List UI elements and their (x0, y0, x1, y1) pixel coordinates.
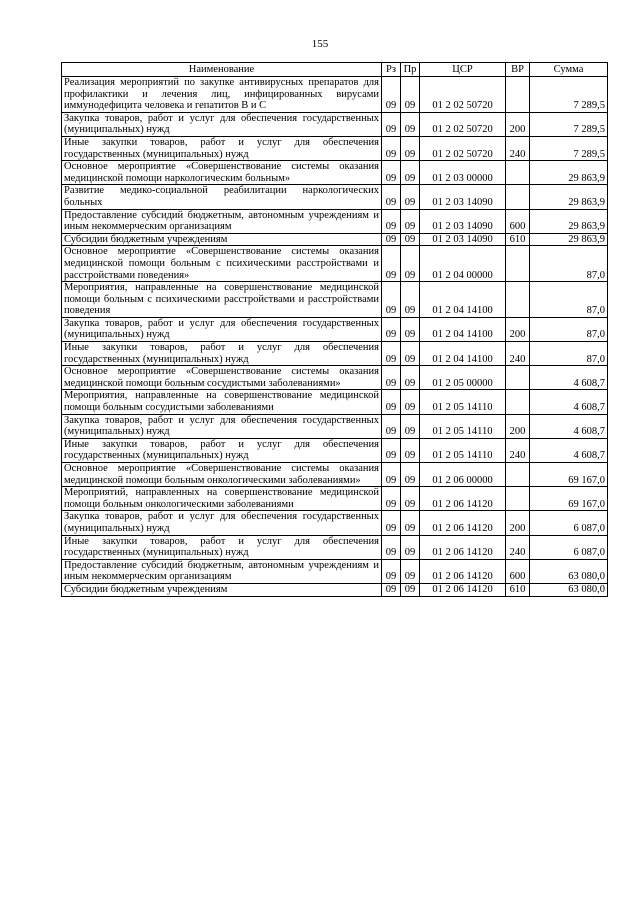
row-vr (506, 390, 530, 414)
table-row (62, 209, 608, 233)
row-rz: 09 (382, 487, 401, 511)
row-csr: 01 2 05 14110 (420, 438, 506, 462)
header-rz: Рз (382, 63, 401, 77)
row-vr (506, 77, 530, 113)
row-sum: 69 167,0 (530, 463, 608, 487)
row-name: Субсидии бюджетным учреждениям (62, 583, 382, 596)
row-rz: 09 (382, 282, 401, 318)
table-row (62, 511, 608, 535)
row-rz: 09 (382, 342, 401, 366)
row-rz: 09 (382, 438, 401, 462)
row-rz: 09 (382, 161, 401, 185)
row-vr (506, 185, 530, 209)
row-csr: 01 2 02 50720 (420, 112, 506, 136)
row-vr: 610 (506, 583, 530, 596)
table-row (62, 342, 608, 366)
row-name: Закупка товаров, работ и услуг для обеспечения государственных (муниципальных) нужд (62, 317, 382, 341)
header-pr: Пр (401, 63, 420, 77)
row-pr: 09 (401, 112, 420, 136)
row-csr: 01 2 06 14120 (420, 487, 506, 511)
row-vr: 240 (506, 438, 530, 462)
header-name: Наименование (62, 63, 382, 77)
row-rz: 09 (382, 233, 401, 246)
table-header-row (62, 63, 608, 77)
row-rz: 09 (382, 463, 401, 487)
row-pr: 09 (401, 77, 420, 113)
row-pr: 09 (401, 233, 420, 246)
row-csr: 01 2 04 00000 (420, 246, 506, 282)
row-rz: 09 (382, 317, 401, 341)
row-pr: 09 (401, 317, 420, 341)
row-rz: 09 (382, 209, 401, 233)
row-vr (506, 282, 530, 318)
row-sum: 4 608,7 (530, 366, 608, 390)
row-name: Субсидии бюджетным учреждениям (62, 233, 382, 246)
table-row (62, 282, 608, 318)
row-vr: 240 (506, 342, 530, 366)
row-rz: 09 (382, 185, 401, 209)
row-name: Основное мероприятие «Совершенствование системы оказания медицинской помощи больным сосудистыми заболеваниями» (62, 366, 382, 390)
row-name: Мероприятия, направленные на совершенствование медицинской помощи больным с психическими расстройствами и расстройствами поведения (62, 282, 382, 318)
row-pr: 09 (401, 246, 420, 282)
row-csr: 01 2 04 14100 (420, 342, 506, 366)
table-row (62, 366, 608, 390)
table-row (62, 535, 608, 559)
row-name: Иные закупки товаров, работ и услуг для обеспечения государственных (муниципальных) нужд (62, 136, 382, 160)
row-csr: 01 2 05 14110 (420, 390, 506, 414)
row-rz: 09 (382, 535, 401, 559)
row-name: Закупка товаров, работ и услуг для обеспечения государственных (муниципальных) нужд (62, 112, 382, 136)
row-sum: 6 087,0 (530, 535, 608, 559)
page-number: 155 (311, 38, 329, 50)
row-vr: 200 (506, 511, 530, 535)
row-sum: 7 289,5 (530, 136, 608, 160)
row-name: Мероприятия, направленные на совершенствование медицинской помощи больным сосудистыми заболеваниями (62, 390, 382, 414)
row-sum: 29 863,9 (530, 185, 608, 209)
row-rz: 09 (382, 136, 401, 160)
row-sum: 7 289,5 (530, 77, 608, 113)
row-pr: 09 (401, 209, 420, 233)
row-pr: 09 (401, 438, 420, 462)
row-sum: 29 863,9 (530, 233, 608, 246)
row-vr (506, 487, 530, 511)
row-rz: 09 (382, 77, 401, 113)
row-csr: 01 2 06 00000 (420, 463, 506, 487)
table-row (62, 77, 608, 113)
row-csr: 01 2 06 14120 (420, 583, 506, 596)
table-row (62, 161, 608, 185)
row-vr (506, 366, 530, 390)
row-csr: 01 2 04 14100 (420, 317, 506, 341)
table-row (62, 390, 608, 414)
row-csr: 01 2 03 14090 (420, 233, 506, 246)
table-body (62, 77, 608, 597)
row-pr: 09 (401, 161, 420, 185)
row-sum: 63 080,0 (530, 559, 608, 583)
row-rz: 09 (382, 246, 401, 282)
row-rz: 09 (382, 390, 401, 414)
row-vr: 240 (506, 136, 530, 160)
row-sum: 87,0 (530, 246, 608, 282)
table-row (62, 463, 608, 487)
row-pr: 09 (401, 342, 420, 366)
row-vr: 600 (506, 209, 530, 233)
row-csr: 01 2 03 14090 (420, 209, 506, 233)
row-pr: 09 (401, 390, 420, 414)
row-pr: 09 (401, 414, 420, 438)
table-row (62, 438, 608, 462)
table-row (62, 487, 608, 511)
row-pr: 09 (401, 463, 420, 487)
row-rz: 09 (382, 112, 401, 136)
row-vr: 200 (506, 414, 530, 438)
budget-table (61, 62, 608, 597)
row-vr: 200 (506, 112, 530, 136)
row-sum: 6 087,0 (530, 511, 608, 535)
row-csr: 01 2 06 14120 (420, 559, 506, 583)
row-pr: 09 (401, 282, 420, 318)
row-rz: 09 (382, 414, 401, 438)
row-name: Закупка товаров, работ и услуг для обеспечения государственных (муниципальных) нужд (62, 511, 382, 535)
row-sum: 63 080,0 (530, 583, 608, 596)
row-name: Иные закупки товаров, работ и услуг для обеспечения государственных (муниципальных) нужд (62, 342, 382, 366)
row-name: Иные закупки товаров, работ и услуг для обеспечения государственных (муниципальных) нужд (62, 535, 382, 559)
row-sum: 4 608,7 (530, 414, 608, 438)
row-name: Основное мероприятие «Совершенствование системы оказания медицинской помощи больным с психическими расстройствами и расстройствами поведения» (62, 246, 382, 282)
row-pr: 09 (401, 136, 420, 160)
row-name: Развитие медико-социальной реабилитации наркологических больных (62, 185, 382, 209)
row-csr: 01 2 02 50720 (420, 136, 506, 160)
table-row (62, 136, 608, 160)
table-row (62, 112, 608, 136)
row-name: Предоставление субсидий бюджетным, автономным учреждениям и иным некоммерческим организациям (62, 209, 382, 233)
row-vr (506, 463, 530, 487)
row-pr: 09 (401, 511, 420, 535)
row-csr: 01 2 05 14110 (420, 414, 506, 438)
row-name: Иные закупки товаров, работ и услуг для обеспечения государственных (муниципальных) нужд (62, 438, 382, 462)
row-vr: 240 (506, 535, 530, 559)
row-vr: 600 (506, 559, 530, 583)
row-name: Мероприятий, направленных на совершенствование медицинской помощи больным онкологическими заболеваниями (62, 487, 382, 511)
row-sum: 29 863,9 (530, 209, 608, 233)
row-name: Реализация мероприятий по закупке антивирусных препаратов для профилактики и лечения лиц, инфицированных вирусами иммунодефицита человека и гепатитов В и С (62, 77, 382, 113)
row-rz: 09 (382, 366, 401, 390)
table-row (62, 317, 608, 341)
row-sum: 87,0 (530, 282, 608, 318)
row-vr: 610 (506, 233, 530, 246)
row-rz: 09 (382, 559, 401, 583)
header-csr: ЦСР (420, 63, 506, 77)
row-sum: 87,0 (530, 342, 608, 366)
row-name: Закупка товаров, работ и услуг для обеспечения государственных (муниципальных) нужд (62, 414, 382, 438)
header-sum: Сумма (530, 63, 608, 77)
row-pr: 09 (401, 185, 420, 209)
row-pr: 09 (401, 559, 420, 583)
row-sum: 4 608,7 (530, 390, 608, 414)
row-sum: 29 863,9 (530, 161, 608, 185)
row-sum: 4 608,7 (530, 438, 608, 462)
table-row (62, 246, 608, 282)
row-csr: 01 2 06 14120 (420, 511, 506, 535)
row-csr: 01 2 03 00000 (420, 161, 506, 185)
row-sum: 7 289,5 (530, 112, 608, 136)
row-pr: 09 (401, 583, 420, 596)
row-pr: 09 (401, 535, 420, 559)
row-rz: 09 (382, 511, 401, 535)
row-name: Основное мероприятие «Совершенствование системы оказания медицинской помощи больным онкологическими заболеваниями» (62, 463, 382, 487)
row-vr (506, 246, 530, 282)
header-vr: ВР (506, 63, 530, 77)
row-csr: 01 2 02 50720 (420, 77, 506, 113)
table-row (62, 414, 608, 438)
table-row (62, 583, 608, 596)
table-row (62, 185, 608, 209)
row-pr: 09 (401, 487, 420, 511)
row-sum: 87,0 (530, 317, 608, 341)
row-name: Предоставление субсидий бюджетным, автономным учреждениям и иным некоммерческим организациям (62, 559, 382, 583)
row-vr: 200 (506, 317, 530, 341)
row-csr: 01 2 03 14090 (420, 185, 506, 209)
row-csr: 01 2 06 14120 (420, 535, 506, 559)
row-pr: 09 (401, 366, 420, 390)
row-name: Основное мероприятие «Совершенствование системы оказания медицинской помощи наркологическим больным» (62, 161, 382, 185)
row-csr: 01 2 05 00000 (420, 366, 506, 390)
row-rz: 09 (382, 583, 401, 596)
table-row (62, 559, 608, 583)
row-vr (506, 161, 530, 185)
row-csr: 01 2 04 14100 (420, 282, 506, 318)
row-sum: 69 167,0 (530, 487, 608, 511)
table-row (62, 233, 608, 246)
